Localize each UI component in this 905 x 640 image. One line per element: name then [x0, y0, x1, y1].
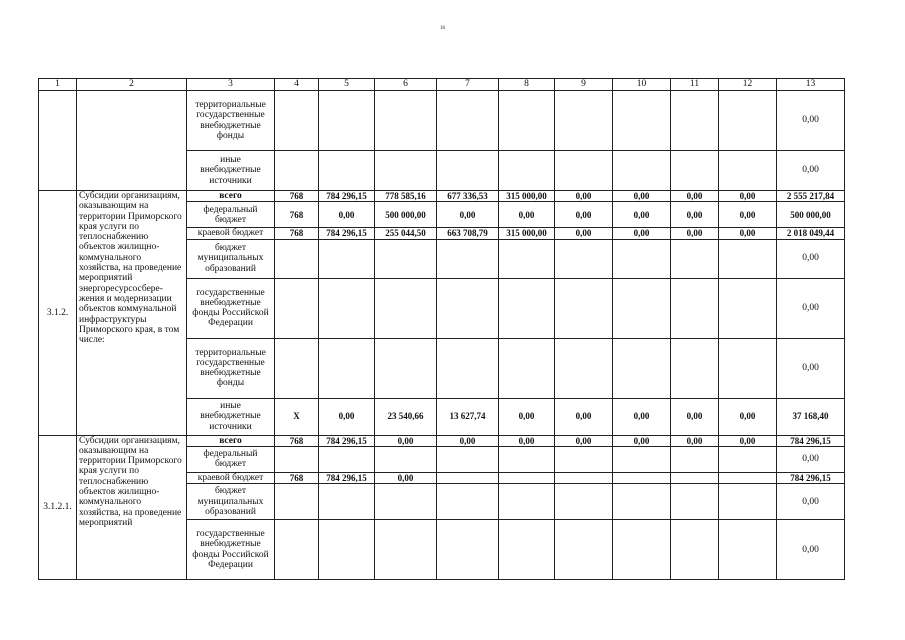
- funding-source: краевой бюджет: [187, 472, 275, 483]
- cell: [613, 484, 671, 520]
- cell: 784 296,15: [319, 472, 375, 483]
- budget-table: [38, 78, 845, 580]
- cell: 0,00: [613, 228, 671, 239]
- funding-source: краевой бюджет: [187, 228, 275, 239]
- row-total: 37 168,40: [777, 398, 845, 435]
- funding-source: бюджет муниципальных образований: [187, 239, 275, 278]
- cell: 0,00: [437, 202, 499, 228]
- cell: 0,00: [555, 202, 613, 228]
- cell: 315 000,00: [499, 228, 555, 239]
- cell: [613, 91, 671, 151]
- cell: 0,00: [671, 398, 719, 435]
- cell: 784 296,15: [319, 191, 375, 202]
- column-header: 5: [319, 79, 375, 91]
- cell: [499, 91, 555, 151]
- cell: 0,00: [719, 202, 777, 228]
- column-header: 3: [187, 79, 275, 91]
- cell: [319, 446, 375, 472]
- column-header: 2: [77, 79, 187, 91]
- cell: [275, 278, 319, 338]
- cell: [319, 91, 375, 151]
- row-total: 0,00: [777, 484, 845, 520]
- cell: [39, 91, 77, 191]
- cell: 500 000,00: [375, 202, 437, 228]
- cell: [375, 239, 437, 278]
- cell: [499, 338, 555, 398]
- cell: [437, 446, 499, 472]
- cell: [555, 91, 613, 151]
- cell: X: [275, 398, 319, 435]
- item-code: 3.1.2.: [39, 191, 77, 436]
- cell: [437, 338, 499, 398]
- row-total: 2 555 217,84: [777, 191, 845, 202]
- cell: [499, 278, 555, 338]
- cell: [275, 446, 319, 472]
- cell: [719, 472, 777, 483]
- cell: 778 585,16: [375, 191, 437, 202]
- cell: 23 540,66: [375, 398, 437, 435]
- cell: 0,00: [499, 398, 555, 435]
- cell: 0,00: [671, 202, 719, 228]
- cell: [719, 446, 777, 472]
- cell: [555, 278, 613, 338]
- cell: 0,00: [671, 435, 719, 446]
- funding-source: иные внебюджетные источники: [187, 151, 275, 191]
- cell: 0,00: [671, 228, 719, 239]
- cell: [671, 446, 719, 472]
- funding-source: федеральный бюджет: [187, 202, 275, 228]
- cell: 0,00: [437, 435, 499, 446]
- cell: 0,00: [613, 435, 671, 446]
- cell: 0,00: [671, 191, 719, 202]
- cell: [375, 446, 437, 472]
- cell: [499, 520, 555, 580]
- funding-source: всего: [187, 435, 275, 446]
- cell: [555, 472, 613, 483]
- cell: 0,00: [319, 202, 375, 228]
- cell: [555, 338, 613, 398]
- column-header: 11: [671, 79, 719, 91]
- cell: [319, 151, 375, 191]
- cell: [671, 338, 719, 398]
- cell: [319, 278, 375, 338]
- cell: [613, 239, 671, 278]
- funding-source: государственные внебюджетные фонды Российской Федерации: [187, 278, 275, 338]
- row-total: 500 000,00: [777, 202, 845, 228]
- cell: [319, 338, 375, 398]
- cell: [671, 472, 719, 483]
- cell: [499, 151, 555, 191]
- header-row: [39, 79, 845, 91]
- cell: 0,00: [555, 191, 613, 202]
- cell: 0,00: [613, 202, 671, 228]
- cell: 0,00: [555, 398, 613, 435]
- cell: [437, 239, 499, 278]
- cell: 255 044,50: [375, 228, 437, 239]
- cell: [77, 91, 187, 191]
- cell: 0,00: [375, 435, 437, 446]
- column-header: 10: [613, 79, 671, 91]
- row-total: 0,00: [777, 446, 845, 472]
- cell: [671, 239, 719, 278]
- cell: [275, 91, 319, 151]
- cell: [671, 484, 719, 520]
- cell: 0,00: [499, 202, 555, 228]
- cell: 663 708,79: [437, 228, 499, 239]
- item-code: 3.1.2.1.: [39, 435, 77, 580]
- cell: [437, 484, 499, 520]
- column-header: 7: [437, 79, 499, 91]
- cell: [375, 91, 437, 151]
- row-total: 784 296,15: [777, 472, 845, 483]
- cell: [613, 151, 671, 191]
- cell: 768: [275, 472, 319, 483]
- cell: [319, 239, 375, 278]
- cell: 0,00: [719, 191, 777, 202]
- funding-source: территориальные государственные внебюджетные фонды: [187, 91, 275, 151]
- cell: 0,00: [555, 228, 613, 239]
- cell: [671, 91, 719, 151]
- cell: 0,00: [375, 472, 437, 483]
- column-header: 12: [719, 79, 777, 91]
- cell: [671, 151, 719, 191]
- cell: [437, 472, 499, 483]
- cell: [275, 520, 319, 580]
- cell: [499, 446, 555, 472]
- cell: 784 296,15: [319, 435, 375, 446]
- cell: 13 627,74: [437, 398, 499, 435]
- cell: [671, 278, 719, 338]
- item-description: Субсидии организациям, оказывающим на территории Приморского края услуги по теплоснабжению объектов жилищно-коммунального хозяйства, на проведение мероприятий: [77, 435, 187, 580]
- column-header: 13: [777, 79, 845, 91]
- cell: [437, 520, 499, 580]
- cell: 0,00: [719, 435, 777, 446]
- row-total: 0,00: [777, 239, 845, 278]
- cell: [613, 520, 671, 580]
- cell: [437, 278, 499, 338]
- cell: 768: [275, 228, 319, 239]
- cell: [671, 520, 719, 580]
- cell: [319, 484, 375, 520]
- funding-source: бюджет муниципальных образований: [187, 484, 275, 520]
- cell: [719, 484, 777, 520]
- column-header: 8: [499, 79, 555, 91]
- cell: [719, 278, 777, 338]
- cell: [719, 520, 777, 580]
- cell: [499, 239, 555, 278]
- funding-source: государственные внебюджетные фонды Российской Федерации: [187, 520, 275, 580]
- cell: [375, 278, 437, 338]
- cell: [719, 338, 777, 398]
- table-row: [39, 435, 845, 446]
- cell: [613, 472, 671, 483]
- cell: [555, 239, 613, 278]
- column-header: 4: [275, 79, 319, 91]
- cell: 768: [275, 435, 319, 446]
- cell: [719, 239, 777, 278]
- cell: [437, 151, 499, 191]
- cell: [437, 91, 499, 151]
- cell: [375, 338, 437, 398]
- cell: [555, 484, 613, 520]
- table-row: [39, 191, 845, 202]
- cell: [555, 446, 613, 472]
- cell: 0,00: [319, 398, 375, 435]
- row-total: 0,00: [777, 151, 845, 191]
- cell: [375, 151, 437, 191]
- item-description: Субсидии организациям, оказывающим на территории Приморского края услуги по теплоснабжению объектов жилищно-коммунального хозяйства, на проведение мероприятий энергоресурсосбере-жения и модернизации объектов коммунальной инфраструктуры Приморского края, в том числе:: [77, 191, 187, 436]
- cell: [499, 472, 555, 483]
- cell: [719, 91, 777, 151]
- cell: [275, 239, 319, 278]
- cell: [275, 338, 319, 398]
- cell: 677 336,53: [437, 191, 499, 202]
- row-total: 0,00: [777, 278, 845, 338]
- table-row: [39, 91, 845, 151]
- cell: 315 000,00: [499, 191, 555, 202]
- row-total: 784 296,15: [777, 435, 845, 446]
- column-header: 6: [375, 79, 437, 91]
- row-total: 0,00: [777, 338, 845, 398]
- cell: 784 296,15: [319, 228, 375, 239]
- cell: 0,00: [613, 398, 671, 435]
- funding-source: территориальные государственные внебюджетные фонды: [187, 338, 275, 398]
- cell: 0,00: [613, 191, 671, 202]
- cell: 768: [275, 202, 319, 228]
- row-total: 2 018 049,44: [777, 228, 845, 239]
- cell: 0,00: [499, 435, 555, 446]
- cell: [613, 278, 671, 338]
- column-header: 1: [39, 79, 77, 91]
- cell: [555, 520, 613, 580]
- funding-source: всего: [187, 191, 275, 202]
- cell: [375, 484, 437, 520]
- cell: 768: [275, 191, 319, 202]
- cell: 0,00: [555, 435, 613, 446]
- cell: 0,00: [719, 398, 777, 435]
- row-total: 0,00: [777, 91, 845, 151]
- cell: [555, 151, 613, 191]
- cell: [613, 338, 671, 398]
- funding-source: иные внебюджетные источники: [187, 398, 275, 435]
- cell: [375, 520, 437, 580]
- column-header: 9: [555, 79, 613, 91]
- funding-source: федеральный бюджет: [187, 446, 275, 472]
- cell: [319, 520, 375, 580]
- cell: 0,00: [719, 228, 777, 239]
- row-total: 0,00: [777, 520, 845, 580]
- cell: [275, 151, 319, 191]
- cell: [275, 484, 319, 520]
- cell: [499, 484, 555, 520]
- page-number: 16: [440, 26, 445, 31]
- cell: [719, 151, 777, 191]
- cell: [613, 446, 671, 472]
